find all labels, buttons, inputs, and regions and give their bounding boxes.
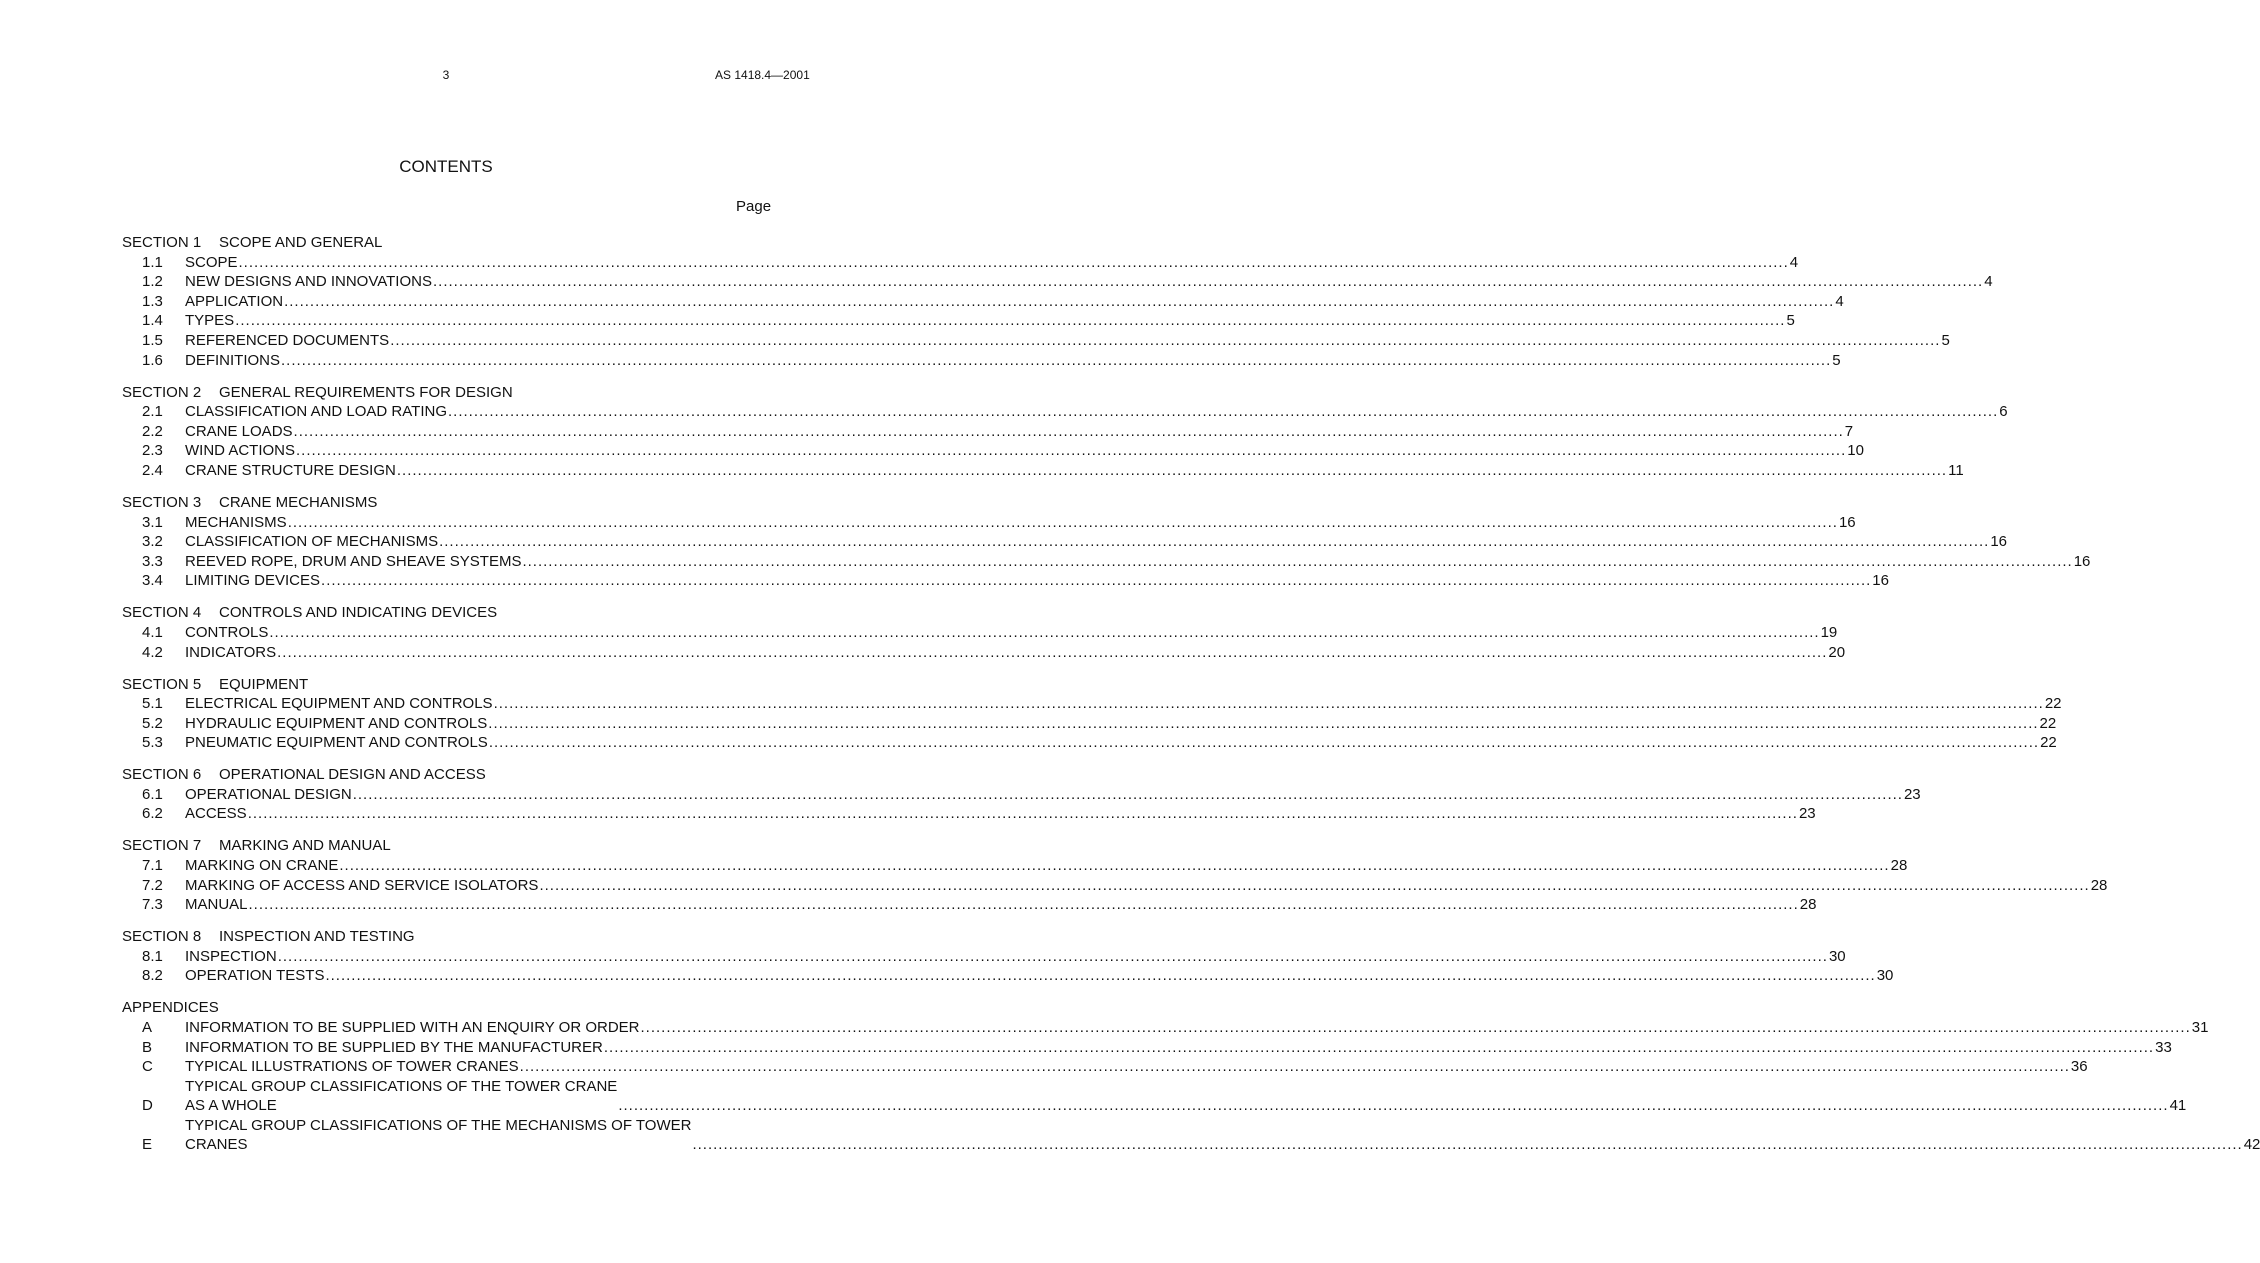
toc-entry-page: 41 (2169, 1097, 2187, 1115)
section-label: SECTION 8 (122, 928, 202, 946)
dot-leader: ............................................................................................................................................................................................................................................................................................................ (269, 623, 1820, 641)
dot-leader: ............................................................................................................................................................................................................................................................................................................ (277, 947, 1828, 965)
toc-entry-title: INSPECTION (185, 947, 277, 965)
toc-entry-page: 33 (2155, 1038, 2172, 1056)
toc-entry-page: 16 (2073, 552, 2091, 570)
toc-section (122, 493, 2091, 590)
toc-entry[interactable] (122, 532, 2008, 552)
toc-entry[interactable] (122, 804, 1816, 824)
dot-leader: ............................................................................................................................................................................................................................................................................................................ (277, 643, 1828, 661)
toc-entry[interactable] (122, 855, 1908, 875)
toc-entry[interactable] (122, 1076, 2187, 1115)
dot-leader: ............................................................................................................................................................................................................................................................................................................ (238, 253, 1789, 271)
toc-entry-number: B (142, 1038, 153, 1056)
toc-entry-title: HYDRAULIC EQUIPMENT AND CONTROLS (185, 714, 488, 732)
toc-entry-number: 7.1 (142, 857, 163, 875)
toc-entry[interactable] (122, 291, 1844, 311)
table-of-contents (122, 233, 2260, 1167)
toc-entry-number: 4.2 (142, 643, 163, 661)
toc-entry-body (185, 272, 1993, 291)
toc-entry-number: 1.5 (142, 331, 163, 349)
toc-entry-page: 42 (2243, 1136, 2260, 1154)
toc-entry-body (185, 1116, 2260, 1154)
toc-entry-title: APPLICATION (185, 292, 284, 310)
toc-entry-number: 3.4 (142, 572, 163, 590)
toc-entry-title: CLASSIFICATION OF MECHANISMS (185, 533, 439, 551)
toc-entry-title (185, 1116, 691, 1154)
toc-section (122, 836, 2108, 914)
toc-entry-title: CRANE STRUCTURE DESIGN (185, 461, 396, 479)
toc-entry-title: TYPES (185, 312, 235, 330)
toc-entry-title-line2: AS A WHOLE (185, 1097, 277, 1115)
section-title: CONTROLS AND INDICATING DEVICES (219, 604, 498, 622)
toc-entry-body (185, 441, 1864, 460)
toc-entry-body (185, 733, 2057, 752)
toc-entry[interactable] (122, 330, 1950, 350)
dot-leader: ............................................................................................................................................................................................................................................................................................................ (293, 422, 1844, 440)
dot-leader: ............................................................................................................................................................................................................................................................................................................ (692, 1136, 2243, 1154)
section-title: EQUIPMENT (219, 675, 309, 693)
toc-entry-page: 22 (2044, 695, 2062, 713)
dot-leader: ............................................................................................................................................................................................................................................................................................................ (432, 273, 1984, 291)
dot-leader: ............................................................................................................................................................................................................................................................................................................ (488, 734, 2040, 752)
section-title: CRANE MECHANISMS (219, 493, 378, 511)
toc-entry[interactable] (122, 713, 2057, 733)
dot-leader: ............................................................................................................................................................................................................................................................................................................ (519, 1058, 2070, 1076)
toc-entry-page: 36 (2070, 1058, 2088, 1076)
toc-entry-body (185, 694, 2062, 713)
toc-entry-number: 2.1 (142, 403, 163, 421)
toc-entry[interactable] (122, 252, 1799, 272)
toc-section (122, 765, 1921, 823)
toc-entry-body (185, 513, 1856, 532)
section-title: OPERATIONAL DESIGN AND ACCESS (219, 766, 486, 784)
toc-entry-page: 30 (1828, 947, 1846, 965)
dot-leader: ............................................................................................................................................................................................................................................................................................................ (352, 785, 1903, 803)
toc-entry[interactable] (122, 622, 1838, 642)
toc-entry[interactable] (122, 946, 1846, 966)
dot-leader: ............................................................................................................................................................................................................................................................................................................ (448, 403, 1999, 421)
toc-entry-page: 4 (1835, 292, 1844, 310)
toc-entry-page: 31 (2191, 1019, 2209, 1037)
toc-entry[interactable] (122, 402, 2008, 422)
toc-entry-body (185, 461, 1964, 480)
toc-entry-number: 6.1 (142, 785, 163, 803)
dot-leader: ............................................................................................................................................................................................................................................................................................................ (488, 714, 2039, 732)
toc-entry[interactable] (122, 551, 2091, 571)
section-heading[interactable] (122, 836, 774, 855)
dot-leader: ............................................................................................................................................................................................................................................................................................................ (248, 896, 1799, 914)
toc-entry-title: SCOPE (185, 253, 238, 271)
toc-entry[interactable] (122, 966, 1894, 986)
toc-entry-number: 2.2 (142, 422, 163, 440)
toc-entry-title: INFORMATION TO BE SUPPLIED BY THE MANUFACTURER (185, 1038, 603, 1056)
toc-entry-page: 20 (1828, 643, 1846, 661)
dot-leader: ............................................................................................................................................................................................................................................................................................................ (296, 442, 1847, 460)
standard-reference: AS 1418.4—2001 (715, 68, 810, 82)
toc-entry-title-line1: TYPICAL GROUP CLASSIFICATIONS OF THE TOWER CRANE (185, 1078, 618, 1096)
toc-entry-number: 5.2 (142, 714, 163, 732)
toc-entry-number: A (142, 1019, 153, 1037)
toc-entry-title: LIMITING DEVICES (185, 572, 321, 590)
toc-entry-page: 23 (1903, 785, 1921, 803)
toc-entry[interactable] (122, 460, 1964, 480)
toc-entry-number: 1.6 (142, 351, 163, 369)
toc-entry-body (185, 895, 1817, 914)
dot-leader: ............................................................................................................................................................................................................................................................................................................ (618, 1097, 2169, 1115)
toc-entry-number: 1.3 (142, 292, 163, 310)
section-label: SECTION 2 (122, 383, 202, 401)
section-title: SCOPE AND GENERAL (219, 234, 383, 251)
toc-entry-title: REFERENCED DOCUMENTS (185, 331, 390, 349)
dot-leader: ............................................................................................................................................................................................................................................................................................................ (439, 533, 1990, 551)
appendices-heading: APPENDICES (122, 999, 219, 1017)
toc-entry-number: 1.1 (142, 253, 163, 271)
toc-entry[interactable] (122, 311, 1795, 331)
toc-entry[interactable] (122, 571, 1889, 591)
toc-entry-page: 16 (1838, 513, 1856, 531)
toc-entry-number: 4.1 (142, 623, 163, 641)
toc-entry-page: 5 (1786, 312, 1795, 330)
page-number: 3 (442, 68, 450, 82)
toc-section (122, 383, 2008, 480)
section-heading[interactable] (122, 765, 774, 784)
toc-entry-body (185, 966, 1894, 985)
toc-entry-body (185, 1057, 2088, 1076)
toc-entry-title: CRANE LOADS (185, 422, 293, 440)
toc-appendices (122, 998, 2260, 1154)
toc-entry-page: 7 (1844, 422, 1854, 440)
toc-entry-title: TYPICAL ILLUSTRATIONS OF TOWER CRANES (185, 1058, 519, 1076)
toc-entry-title: DEFINITIONS (185, 351, 281, 369)
toc-entry[interactable] (122, 1057, 2088, 1077)
dot-leader: ............................................................................................................................................................................................................................................................................................................ (390, 331, 1941, 349)
toc-entry-body (185, 311, 1795, 330)
toc-section (122, 927, 1894, 985)
dot-leader: ............................................................................................................................................................................................................................................................................................................ (640, 1019, 2191, 1037)
toc-entry-page: 22 (2039, 714, 2057, 732)
toc-entry-page: 28 (1799, 896, 1817, 914)
toc-entry[interactable] (122, 1017, 2209, 1037)
section-heading[interactable] (122, 383, 774, 402)
toc-entry-body (185, 804, 1816, 823)
toc-entry-page: 4 (1789, 253, 1799, 271)
toc-entry-number: 2.3 (142, 442, 163, 460)
dot-leader: ............................................................................................................................................................................................................................................................................................................ (539, 876, 2090, 894)
toc-entry-number: 5.3 (142, 734, 163, 752)
toc-entry-title: PNEUMATIC EQUIPMENT AND CONTROLS (185, 734, 488, 752)
section-title: INSPECTION AND TESTING (219, 928, 415, 946)
dot-leader: ............................................................................................................................................................................................................................................................................................................ (396, 461, 1948, 479)
toc-entry-title: INFORMATION TO BE SUPPLIED WITH AN ENQUIRY OR ORDER (185, 1019, 640, 1037)
toc-entry-title: MARKING OF ACCESS AND SERVICE ISOLATORS (185, 876, 539, 894)
toc-entry-number: 2.4 (142, 461, 163, 479)
toc-entry-body (185, 571, 1889, 590)
toc-entry-body (185, 331, 1950, 350)
toc-entry[interactable] (122, 1115, 2260, 1154)
toc-entry-title: REEVED ROPE, DRUM AND SHEAVE SYSTEMS (185, 552, 522, 570)
toc-entry-page: 5 (1832, 351, 1841, 369)
toc-entry-title: MECHANISMS (185, 513, 287, 531)
section-heading[interactable] (122, 675, 774, 694)
toc-entry-body (185, 623, 1838, 642)
dot-leader: ............................................................................................................................................................................................................................................................................................................ (247, 805, 1798, 823)
toc-entry-body (185, 552, 2091, 571)
dot-leader: ............................................................................................................................................................................................................................................................................................................ (522, 552, 2073, 570)
toc-entry-title: MANUAL (185, 896, 248, 914)
toc-entry-page: 28 (2090, 876, 2108, 894)
toc-entry-page: 10 (1847, 442, 1864, 460)
toc-entry-body (185, 856, 1908, 875)
toc-entry-title-line2: CRANES (185, 1136, 248, 1154)
toc-section (122, 675, 2062, 753)
section-label: SECTION 1 (122, 234, 202, 251)
toc-entry[interactable] (122, 895, 1817, 915)
toc-entry-title: ELECTRICAL EQUIPMENT AND CONTROLS (185, 695, 493, 713)
section-heading[interactable] (122, 603, 774, 622)
dot-leader: ............................................................................................................................................................................................................................................................................................................ (235, 312, 1786, 330)
toc-entry-body (185, 402, 2008, 421)
page-column-label: Page (736, 198, 772, 215)
toc-entry-title (185, 1077, 617, 1115)
toc-entry-body (185, 532, 2008, 551)
toc-entry-title: MARKING ON CRANE (185, 857, 339, 875)
toc-entry-page: 5 (1941, 331, 1950, 349)
toc-entry-body (185, 292, 1844, 311)
toc-entry-body (185, 1077, 2187, 1115)
toc-entry-title: CONTROLS (185, 623, 269, 641)
toc-entry-body (185, 876, 2108, 895)
toc-entry-page: 16 (1872, 572, 1889, 590)
section-label: SECTION 6 (122, 766, 202, 784)
dot-leader: ............................................................................................................................................................................................................................................................................................................ (603, 1038, 2155, 1056)
toc-entry-page: 16 (1990, 533, 2008, 551)
toc-entry[interactable] (122, 1037, 2172, 1057)
toc-entry-body (185, 253, 1799, 272)
toc-entry-page: 6 (1999, 403, 2008, 421)
section-heading[interactable] (122, 493, 774, 512)
toc-entry-number: 7.2 (142, 876, 163, 894)
toc-entry-title: OPERATIONAL DESIGN (185, 785, 352, 803)
dot-leader: ............................................................................................................................................................................................................................................................................................................ (325, 967, 1876, 985)
toc-entry-number: 3.2 (142, 533, 163, 551)
toc-entry-number: C (142, 1058, 153, 1076)
toc-entry-number: D (142, 1097, 153, 1115)
section-label: SECTION 4 (122, 604, 202, 622)
toc-entry-number: E (142, 1136, 153, 1154)
toc-entry-number: 6.2 (142, 805, 163, 823)
section-label: SECTION 5 (122, 675, 202, 693)
toc-entry-title: OPERATION TESTS (185, 967, 325, 985)
toc-entry-number: 8.2 (142, 967, 163, 985)
toc-entry-title-line1: TYPICAL GROUP CLASSIFICATIONS OF THE MECHANISMS OF TOWER (185, 1117, 692, 1135)
toc-entry[interactable] (122, 875, 2108, 895)
section-label: SECTION 3 (122, 493, 202, 511)
section-heading[interactable] (122, 927, 774, 946)
toc-entry-title: INDICATORS (185, 643, 277, 661)
toc-entry-body (185, 422, 1854, 441)
toc-entry[interactable] (122, 441, 1864, 461)
toc-entry-title: NEW DESIGNS AND INNOVATIONS (185, 273, 432, 291)
toc-entry[interactable] (122, 733, 2057, 753)
dot-leader: ............................................................................................................................................................................................................................................................................................................ (339, 857, 1890, 875)
dot-leader: ............................................................................................................................................................................................................................................................................................................ (321, 572, 1872, 590)
toc-entry[interactable] (122, 350, 1841, 370)
toc-entry-number: 7.3 (142, 896, 163, 914)
toc-entry[interactable] (122, 272, 1993, 292)
section-label: SECTION 7 (122, 837, 202, 855)
toc-entry[interactable] (122, 642, 1846, 662)
dot-leader: ............................................................................................................................................................................................................................................................................................................ (281, 351, 1832, 369)
toc-entry-body (185, 1038, 2172, 1057)
dot-leader: ............................................................................................................................................................................................................................................................................................................ (493, 695, 2044, 713)
toc-entry-page: 28 (1890, 857, 1908, 875)
toc-entry-number: 3.3 (142, 552, 163, 570)
toc-entry-page: 30 (1876, 967, 1894, 985)
toc-entry-page: 19 (1820, 623, 1838, 641)
toc-entry-number: 3.1 (142, 513, 163, 531)
toc-entry-number: 5.1 (142, 695, 163, 713)
toc-entry-page: 22 (2040, 734, 2057, 752)
toc-entry-page: 4 (1984, 273, 1993, 291)
toc-section (122, 233, 1993, 370)
page-title: CONTENTS (399, 157, 493, 176)
toc-entry-body (185, 947, 1846, 966)
toc-entry[interactable] (122, 421, 1854, 441)
toc-entry-number: 1.2 (142, 273, 163, 291)
section-title: MARKING AND MANUAL (219, 837, 391, 855)
dot-leader: ............................................................................................................................................................................................................................................................................................................ (287, 513, 1838, 531)
toc-entry-body (185, 785, 1921, 804)
section-title: GENERAL REQUIREMENTS FOR DESIGN (219, 383, 513, 401)
toc-entry-number: 1.4 (142, 312, 163, 330)
toc-entry[interactable] (122, 694, 2062, 714)
toc-entry-body (185, 1018, 2209, 1037)
toc-entry-title: WIND ACTIONS (185, 442, 296, 460)
toc-section (122, 603, 1846, 661)
toc-entry-page: 23 (1798, 805, 1816, 823)
dot-leader: ............................................................................................................................................................................................................................................................................................................ (284, 292, 1835, 310)
toc-entry-body (185, 351, 1841, 370)
section-heading[interactable] (122, 233, 774, 252)
toc-entry-page: 11 (1948, 461, 1964, 479)
toc-entry[interactable] (122, 784, 1921, 804)
toc-entry-title: CLASSIFICATION AND LOAD RATING (185, 403, 447, 421)
toc-entry-body (185, 714, 2057, 733)
toc-entry-body (185, 643, 1846, 662)
toc-entry-title: ACCESS (185, 805, 247, 823)
toc-entry[interactable] (122, 512, 1856, 532)
toc-entry-number: 8.1 (142, 947, 163, 965)
